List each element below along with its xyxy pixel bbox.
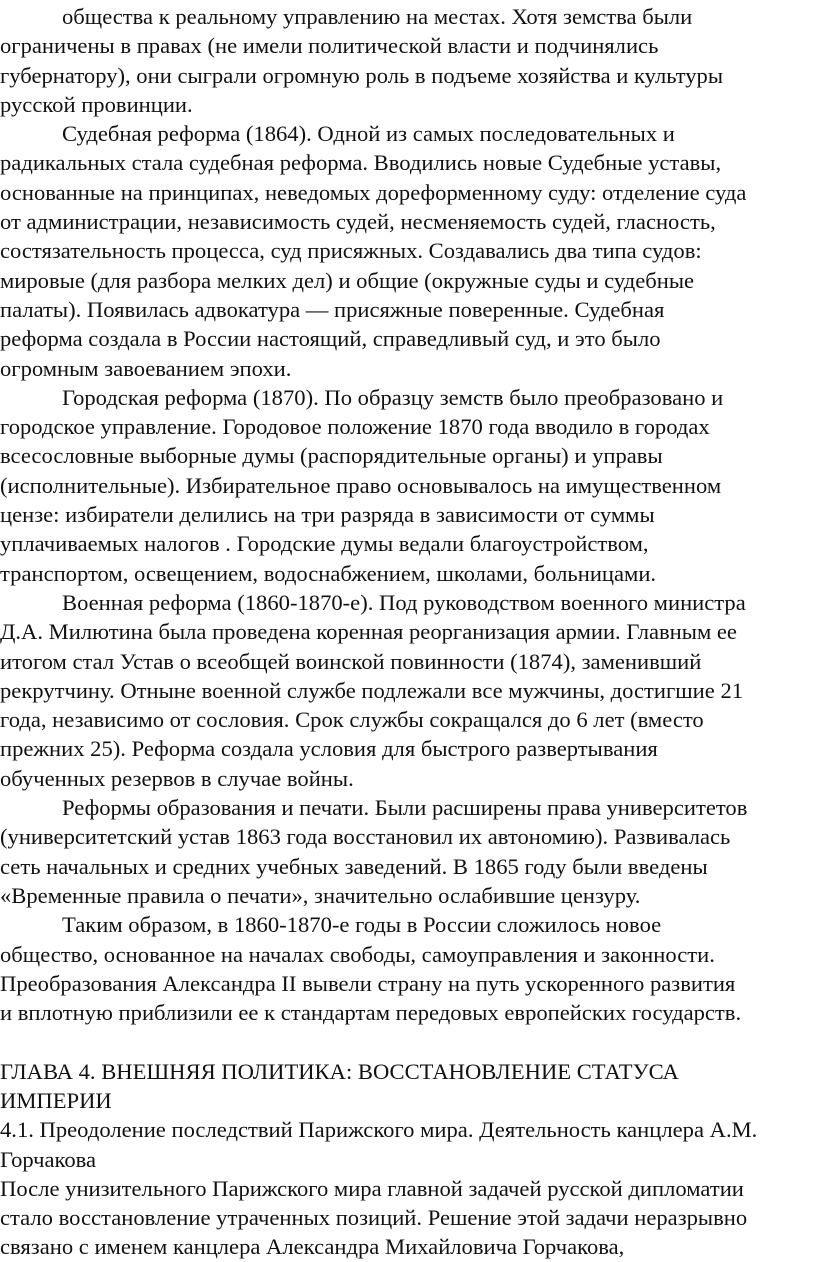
text-line: мировые (для разбора мелких дел) и общие (окружные суды и судебные bbox=[0, 267, 695, 293]
text-line: После унизительного Парижского мира главной задачей русской дипломатии bbox=[0, 1175, 744, 1201]
text-line: Д.А. Милютина была проведена коренная реорганизация армии. Главным ее bbox=[0, 619, 737, 645]
text-line: огромным завоеванием эпохи. bbox=[0, 355, 292, 381]
paragraph-judicial-reform bbox=[0, 119, 816, 383]
blank-line bbox=[0, 1027, 816, 1056]
paragraph-conclusion bbox=[0, 910, 816, 1027]
text-line: реформа создала в России настоящий, справедливый суд, и это было bbox=[0, 326, 661, 352]
section-paragraph bbox=[0, 1174, 816, 1262]
section-title-line: 4.1. Преодоление последствий Парижского мира. Деятельность канцлера А.М. bbox=[0, 1117, 758, 1143]
text-line: Преобразования Александра II вывели страну на путь ускоренного развития bbox=[0, 970, 736, 996]
text-line: Военная реформа (1860-1870-е). Под руководством военного министра bbox=[62, 589, 746, 615]
text-line: русской провинции. bbox=[0, 91, 193, 117]
chapter-title-line: ГЛАВА 4. ВНЕШНЯЯ ПОЛИТИКА: ВОССТАНОВЛЕНИЕ СТАТУСА bbox=[0, 1058, 679, 1084]
text-line: итогом стал Устав о всеобщей воинской повинности (1874), заменивший bbox=[0, 648, 702, 674]
paragraph-military-reform bbox=[0, 588, 816, 793]
text-line: (университетский устав 1863 года восстановил их автономию). Развивалась bbox=[0, 824, 731, 850]
text-line: обученных резервов в случае войны. bbox=[0, 765, 354, 791]
section-title-line: Горчакова bbox=[0, 1146, 97, 1172]
text-line: года, независимо от сословия. Срок службы сокращался до 6 лет (вместо bbox=[0, 707, 704, 733]
text-line: от администрации, независимость судей, несменяемость судей, гласность, bbox=[0, 209, 716, 235]
paragraph-education-reform bbox=[0, 793, 816, 910]
text-line: всесословные выборные думы (распорядительные органы) и управы bbox=[0, 443, 663, 469]
text-line: сеть начальных и средних учебных заведений. В 1865 году были введены bbox=[0, 853, 708, 879]
section-title bbox=[0, 1115, 816, 1174]
text-line: радикальных стала судебная реформа. Вводились новые Судебные уставы, bbox=[0, 150, 722, 176]
text-line: транспортом, освещением, водоснабжением, школами, больницами. bbox=[0, 560, 657, 586]
text-line: стало восстановление утраченных позиций. Решение этой задачи неразрывно bbox=[0, 1205, 748, 1231]
text-line: рекрутчину. Отныне военной службе подлежали все мужчины, достигшие 21 bbox=[0, 677, 744, 703]
text-line: связано с именем канцлера Александра Михайловича Горчакова, bbox=[0, 1234, 625, 1260]
text-line: Городская реформа (1870). По образцу земств было преобразовано и bbox=[62, 384, 724, 410]
text-line: «Временные правила о печати», значительно ослабившие цензуру. bbox=[0, 882, 641, 908]
text-line: состязательность процесса, суд присяжных. Создавались два типа судов: bbox=[0, 238, 702, 264]
chapter-title bbox=[0, 1057, 816, 1116]
text-line: прежних 25). Реформа создала условия для быстрого развертывания bbox=[0, 736, 658, 762]
text-line: основанные на принципах, неведомых дореформенному суду: отделение суда bbox=[0, 179, 747, 205]
text-line: губернатору), они сыграли огромную роль в подъеме хозяйства и культуры bbox=[0, 62, 724, 88]
text-line: общество, основанное на началах свободы, самоуправления и законности. bbox=[0, 941, 715, 967]
text-line: и вплотную приблизили ее к стандартам передовых европейских государств. bbox=[0, 1000, 742, 1026]
text-line: городское управление. Городовое положение 1870 года вводило в городах bbox=[0, 414, 710, 440]
text-line: Реформы образования и печати. Были расширены права университетов bbox=[62, 795, 748, 821]
text-line: цензе: избиратели делились на три разряда в зависимости от суммы bbox=[0, 502, 655, 528]
text-line: (исполнительные). Избирательное право основывалось на имущественном bbox=[0, 472, 722, 498]
body-text bbox=[0, 2, 816, 1027]
paragraph-city-reform bbox=[0, 383, 816, 588]
text-line: палаты). Появилась адвокатура — присяжные поверенные. Судебная bbox=[0, 296, 665, 322]
text-line: Таким образом, в 1860-1870-е годы в России сложилось новое bbox=[62, 912, 662, 938]
text-line: общества к реальному управлению на местах. Хотя земства были bbox=[62, 4, 693, 29]
text-line: Судебная реформа (1864). Одной из самых последовательных и bbox=[62, 121, 675, 147]
text-line: уплачиваемых налогов . Городские думы ведали благоустройством, bbox=[0, 531, 649, 557]
chapter-title-line: ИМПЕРИИ bbox=[0, 1087, 112, 1113]
paragraph-zemstvo-continuation bbox=[0, 2, 816, 119]
text-line: ограничены в правах (не имели политической власти и подчинялись bbox=[0, 33, 659, 59]
